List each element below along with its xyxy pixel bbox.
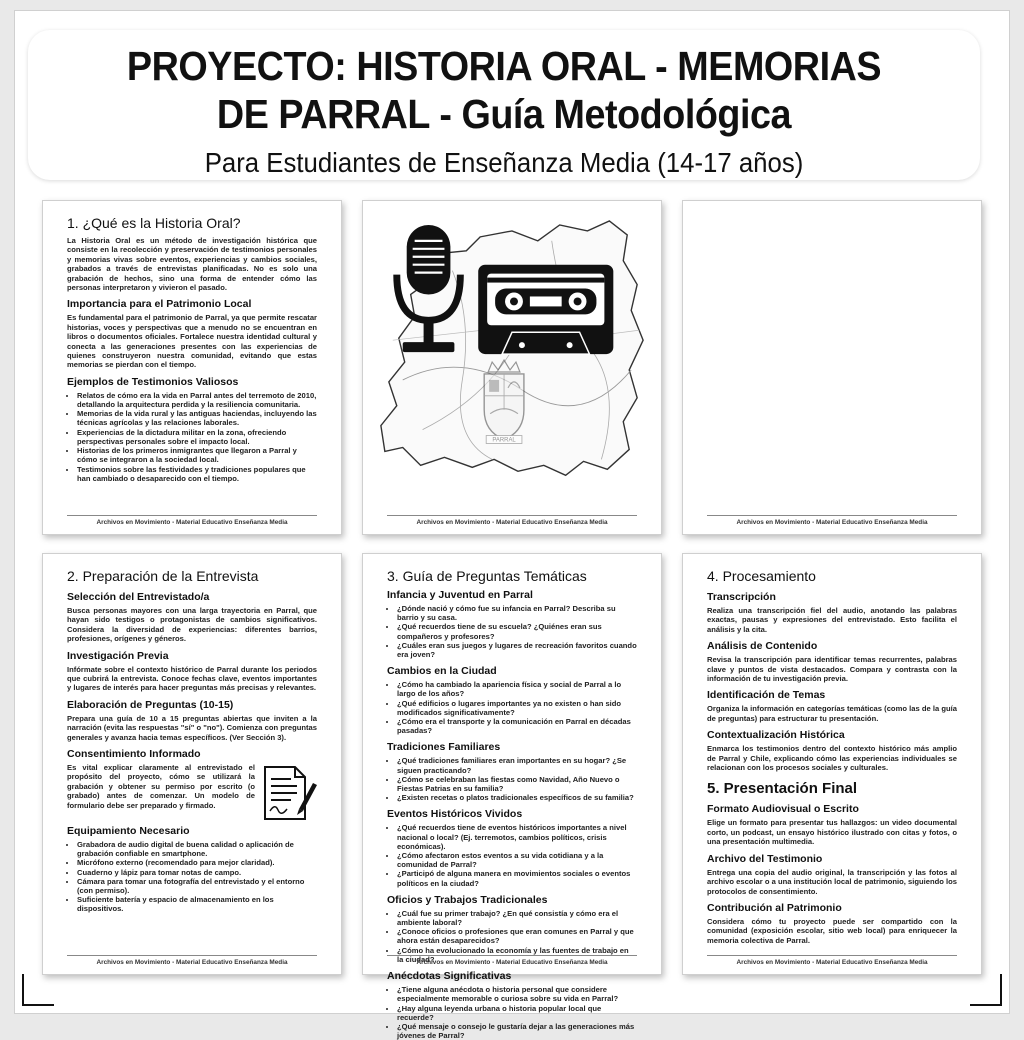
list-item: • ¿Qué tradiciones familiares eran importantes en su hogar? ¿Se siguen practicando? [397, 756, 637, 774]
subheading: Identificación de Temas [707, 689, 826, 702]
subheading: Investigación Previa [67, 649, 169, 662]
body-text: Elige un formato para presentar tus hallazgos: un video documental corto, un podcast, un ensayo histórico ilustrado con citas y fotos, o una presentación multimedia. [707, 818, 957, 847]
body-text: Realiza una transcripción fiel del audio, anotando las palabras exactas, pausas y expresiones del entrevistado. Esto facilita el análisis y la cita. [707, 606, 957, 634]
body-text: Busca personas mayores con una larga trayectoria en Parral, que hayan sido testigos o protagonistas de cambios significativos. Considera la diversidad de experiencias: diferentes barrios, profesiones, orígenes y géneros. [67, 606, 317, 644]
subheading: Consentimiento Informado [67, 748, 201, 761]
card-question-guide [362, 553, 662, 1040]
intro-text: La Historia Oral es un método de investigación histórica que consiste en la recolección y preservación de testimonios personales y memorias vivas sobre eventos, experiencias y cambios sociales, grabados a través de entrevistas planificadas. No es solo una grabación de hechos, sino una forma de entender cómo las personas interpretaron y vivieron el pasado. [67, 236, 317, 293]
subheading: Transcripción [707, 591, 776, 603]
card-oral-history [42, 200, 342, 535]
subheading: Formato Audiovisual o Escrito [707, 803, 859, 816]
list-item: • Memorias de la vida rural y las antiguas haciendas, incluyendo las técnicas agrícolas y las relaciones laborales. [77, 409, 317, 427]
section-heading: 3. Guía de Preguntas Temáticas [387, 568, 587, 584]
section-heading: 5. Presentación Final [707, 780, 858, 798]
list-item: • ¿Cuáles eran sus juegos y lugares de recreación favoritos cuando era joven? [397, 641, 637, 659]
list-item: • ¿Cómo ha cambiado la apariencia física y social de Parral a lo largo de los años? [397, 680, 637, 698]
card-footer: Archivos en Movimiento - Material Educativo Enseñanza Media [387, 955, 637, 966]
corner-mark-right [970, 974, 1002, 1006]
list-item: • Historias de los primeros inmigrantes que llegaron a Parral y cómo se integraron a la sociedad local. [77, 446, 317, 464]
card-processing [682, 553, 982, 975]
card-footer: Archivos en Movimiento - Material Educativo Enseñanza Media [67, 515, 317, 526]
list-item: • ¿Cómo afectaron estos eventos a su vida cotidiana y a la comunidad de Parral? [397, 851, 637, 869]
body-text: Es vital explicar claramente al entrevistado el propósito del proyecto, cómo se utilizará la grabación y obtener su permiso por escrito (o grabado) antes de comenzar. Un modelo de formulario debe ser preparado y firmado. [67, 763, 255, 810]
subheading: Importancia para el Patrimonio Local [67, 298, 252, 311]
list-item: • Experiencias de la dictadura militar en la zona, ofreciendo perspectivas personales sobre el impacto local. [77, 428, 317, 446]
body-text: Es fundamental para el patrimonio de Parral, ya que permite rescatar historias, voces y perspectivas que a menudo no se encuentran en libros o documentos oficiales. Fortalece nuestra identidad cultural y conecta a las generaciones presentes con las experiencias de quienes construyeron nuestra comunidad, evitando que estas memorias se pierdan con el tiempo. [67, 313, 317, 370]
list-item: • Cámara para tomar una fotografía del entrevistado y el entorno (con permiso). [77, 877, 317, 895]
question-list [387, 985, 637, 1040]
equipment-list [67, 840, 317, 914]
list-item: • ¿Cómo se celebraban las fiestas como Navidad, Año Nuevo o Fiestas Patrias en su familia? [397, 775, 637, 793]
card-footer: Archivos en Movimiento - Material Educativo Enseñanza Media [387, 515, 637, 526]
list-item: • ¿Cómo era el transporte y la comunicación en Parral en décadas pasadas? [397, 717, 637, 735]
header-banner [28, 30, 980, 180]
section-heading: 1. ¿Qué es la Historia Oral? [67, 215, 241, 231]
subheading: Anécdotas Significativas [387, 970, 512, 983]
body-text: Infórmate sobre el contexto histórico de Parral durante los periodos que cubrirá la entrevista. Conoce fechas clave, eventos importantes y lugares de interés para hacer preguntas más precisas y relevantes. [67, 664, 317, 693]
card-footer: Archivos en Movimiento - Material Educativo Enseñanza Media [67, 955, 317, 966]
subheading: Archivo del Testimonio [707, 852, 823, 865]
list-item: • Relatos de cómo era la vida en Parral antes del terremoto de 2010, detallando la arquitectura perdida y la resiliencia comunitaria. [77, 391, 317, 409]
subheading: Infancia y Juventud en Parral [387, 589, 533, 601]
card-interview-preparation [42, 553, 342, 975]
list-item: • ¿Qué recuerdos tiene de eventos históricos importantes a nivel nacional o local? (Ej. terremotos, cambios políticos, crisis económicas). [397, 823, 637, 851]
examples-list [67, 391, 317, 483]
list-item: • Cuaderno y lápiz para tomar notas de campo. [77, 868, 317, 877]
illustration [363, 201, 661, 534]
card-footer: Archivos en Movimiento - Material Educativo Enseñanza Media [707, 515, 957, 526]
subheading: Contribución al Patrimonio [707, 901, 842, 914]
question-list [387, 604, 637, 659]
subheading: Equipamiento Necesario [67, 825, 190, 838]
subheading: Oficios y Trabajos Tradicionales [387, 893, 548, 906]
section-heading: 4. Procesamiento [707, 568, 816, 584]
list-item: • ¿Conoce oficios o profesiones que eran comunes en Parral y que ahora están desaparecidos? [397, 927, 637, 945]
body-text: Prepara una guía de 10 a 15 preguntas abiertas que inviten a la narración (evita las respuestas "sí" o "no"). Comienza con preguntas generales y avanza hacia temas específicos. (Ver Sección 3). [67, 713, 317, 742]
page-subtitle: Para Estudiantes de Enseñanza Media (14-17 años) [204, 147, 804, 178]
list-item: • Grabadora de audio digital de buena calidad o aplicación de grabación confiable en smartphone. [77, 840, 317, 858]
signed-document-icon [261, 763, 317, 823]
page-title: PROYECTO: HISTORIA ORAL - MEMORIAS DE PARRAL - Guía Metodológica [126, 43, 882, 137]
coat-of-arms-label: PARRAL [492, 437, 516, 444]
subheading: Tradiciones Familiares [387, 741, 501, 754]
question-list [387, 680, 637, 735]
card-illustration [362, 200, 662, 535]
body-text: Considera cómo tu proyecto puede ser compartido con la comunidad (exposición escolar, sitio web local) para enriquecer la memoria colectiva de Parral. [707, 916, 957, 945]
subheading: Contextualización Histórica [707, 729, 845, 742]
list-item: • ¿Cuál fue su primer trabajo? ¿En qué consistía y cómo era el ambiente laboral? [397, 909, 637, 927]
corner-mark-left [22, 974, 54, 1006]
cassette-tape-icon [478, 265, 613, 354]
list-item: • ¿Hay alguna leyenda urbana o historia popular local que recuerde? [397, 1004, 637, 1022]
list-item: • Micrófono externo (recomendado para mejor claridad). [77, 858, 317, 867]
question-list [387, 756, 637, 802]
question-list [387, 823, 637, 887]
subheading: Análisis de Contenido [707, 640, 818, 653]
list-item: • ¿Participó de alguna manera en movimientos sociales o eventos políticos en la ciudad? [397, 869, 637, 887]
list-item: • ¿Dónde nació y cómo fue su infancia en Parral? Describa su barrio y su casa. [397, 604, 637, 622]
list-item: • ¿Tiene alguna anécdota o historia personal que considere especialmente memorable o curiosa sobre su vida en Parral? [397, 985, 637, 1003]
body-text: Entrega una copia del audio original, la transcripción y las fotos al archivo escolar o a una institución local de patrimonio, siguiendo los protocolos de consentimiento. [707, 867, 957, 896]
card-footer: Archivos en Movimiento - Material Educativo Enseñanza Media [707, 955, 957, 966]
question-groups [387, 589, 637, 1040]
subheading: Eventos Históricos Vividos [387, 808, 523, 821]
list-item: • ¿Qué recuerdos tiene de su escuela? ¿Quiénes eran sus compañeros y profesores? [397, 622, 637, 640]
body-text: Enmarca los testimonios dentro del contexto histórico más amplio de Parral y Chile, explicando cómo las experiencias individuales se relacionan con los procesos sociales y culturales. [707, 744, 957, 773]
subheading: Elaboración de Preguntas (10-15) [67, 698, 234, 711]
list-item: • Suficiente batería y espacio de almacenamiento en los dispositivos. [77, 895, 317, 913]
list-item: • Testimonios sobre las festividades y tradiciones populares que han cambiado o desaparecido con el tiempo. [77, 465, 317, 483]
list-item: • ¿Qué edificios o lugares importantes ya no existen o han sido modificados significativamente? [397, 699, 637, 717]
subheading: Cambios en la Ciudad [387, 665, 497, 678]
list-item: • ¿Qué mensaje o consejo le gustaría dejar a las generaciones más jóvenes de Parral? [397, 1022, 637, 1040]
subheading: Ejemplos de Testimonios Valiosos [67, 375, 239, 388]
section-heading: 2. Preparación de la Entrevista [67, 568, 259, 584]
list-item: • ¿Cómo ha evolucionado la economía y las fuentes de trabajo en la ciudad? [397, 946, 637, 964]
card-blank [682, 200, 982, 535]
body-text: Organiza la información en categorías temáticas (como las de la guía de preguntas) para estructurar tu presentación. [707, 704, 957, 723]
subheading: Selección del Entrevistado/a [67, 591, 210, 603]
list-item: • ¿Existen recetas o platos tradicionales específicos de su familia? [397, 793, 637, 802]
body-text: Revisa la transcripción para identificar temas recurrentes, palabras clave y puntos de vista destacados. Compara y contrasta con la información de tu investigación previa. [707, 655, 957, 684]
